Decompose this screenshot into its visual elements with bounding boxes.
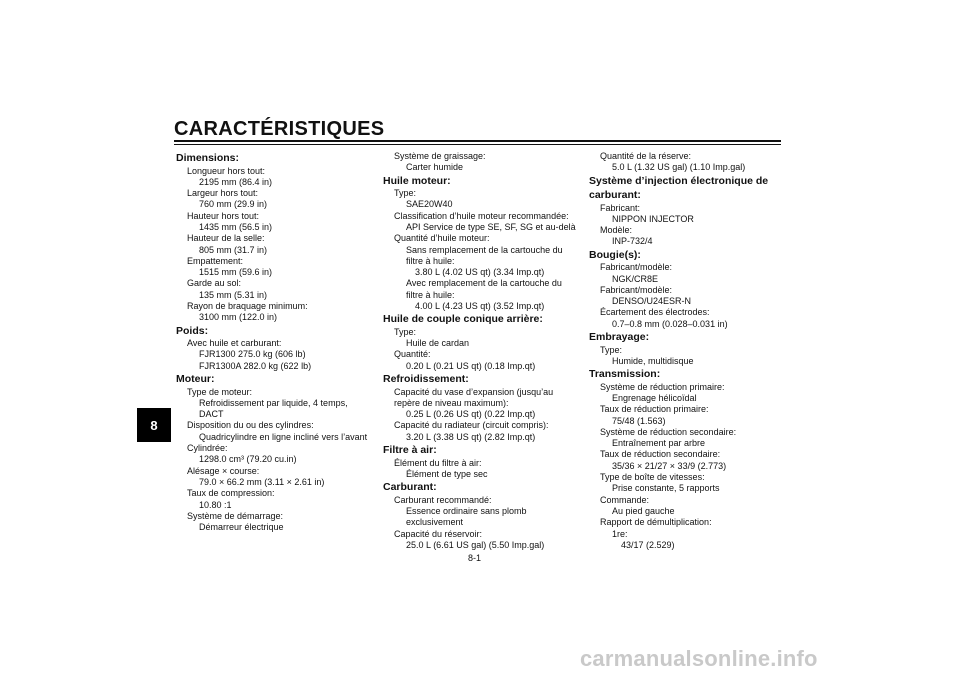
spec-line: API Service de type SE, SF, SG et au-delà: [406, 221, 576, 232]
spec-line: Cylindrée:: [187, 443, 228, 454]
spec-line: Type:: [394, 188, 417, 199]
spec-column-2: [383, 151, 588, 551]
spec-heading: Système d’injection électronique de: [589, 174, 769, 187]
spec-line: Essence ordinaire sans plomb: [406, 505, 527, 516]
page-title: CARACTÉRISTIQUES: [174, 118, 385, 140]
spec-line: 1435 mm (56.5 in): [199, 221, 273, 232]
spec-line: 25.0 L (6.61 US gal) (5.50 Imp.gal): [406, 539, 545, 550]
spec-line: Rayon de braquage minimum:: [187, 301, 308, 312]
spec-line: Carter humide: [406, 162, 464, 173]
spec-line: 5.0 L (1.32 US gal) (1.10 Imp.gal): [612, 162, 746, 173]
chapter-tab: 8: [137, 408, 171, 442]
spec-line: Type de moteur:: [187, 386, 253, 397]
spec-column-3: [589, 151, 789, 551]
spec-line: Refroidissement par liquide, 4 temps,: [199, 397, 348, 408]
spec-line: Engrenage hélicoïdal: [612, 392, 697, 403]
title-rule-thick: [174, 140, 781, 142]
spec-line: FJR1300A 282.0 kg (622 lb): [199, 360, 312, 371]
spec-line: Fabricant/modèle:: [600, 284, 673, 295]
spec-line: Largeur hors tout:: [187, 188, 259, 199]
spec-line: DACT: [199, 409, 224, 420]
spec-line: Écartement des électrodes:: [600, 307, 710, 318]
spec-line: 2195 mm (86.4 in): [199, 176, 273, 187]
spec-line: Huile de cardan: [406, 338, 470, 349]
spec-line: 760 mm (29.9 in): [199, 199, 268, 210]
spec-line: 805 mm (31.7 in): [199, 244, 268, 255]
spec-line: Système de réduction primaire:: [600, 381, 725, 392]
spec-line: 79.0 × 66.2 mm (3.11 × 2.61 in): [199, 476, 325, 487]
spec-heading: Dimensions:: [176, 152, 240, 164]
spec-line: Quantité d’huile moteur:: [394, 233, 490, 244]
spec-heading: Filtre à air:: [383, 444, 437, 457]
spec-line: Système de démarrage:: [187, 510, 284, 521]
spec-line: Type de boîte de vitesses:: [600, 472, 705, 483]
spec-line: Hauteur de la selle:: [187, 233, 265, 244]
spec-line: 10.80 :1: [199, 499, 232, 510]
spec-line: Classification d’huile moteur recommandée:: [394, 210, 569, 221]
page-number: 8-1: [468, 553, 482, 563]
spec-line: Hauteur hors tout:: [187, 210, 260, 221]
spec-line: 0.7–0.8 mm (0.028–0.031 in): [612, 318, 728, 329]
spec-line: Alésage × course:: [187, 465, 260, 476]
spec-line: exclusivement: [406, 517, 464, 528]
spec-line: Taux de réduction primaire:: [600, 404, 709, 415]
spec-line: Taux de réduction secondaire:: [600, 449, 721, 460]
spec-line: Disposition du ou des cylindres:: [187, 420, 314, 431]
spec-line: repère de niveau maximum):: [394, 397, 509, 408]
spec-line: filtre à huile:: [406, 289, 455, 300]
spec-line: 75/48 (1.563): [612, 415, 666, 426]
spec-line: Commande:: [600, 494, 650, 505]
spec-line: Modèle:: [600, 225, 633, 236]
spec-line: Quantité:: [394, 349, 431, 360]
spec-line: Prise constante, 5 rapports: [612, 483, 720, 494]
spec-line: Capacité du radiateur (circuit compris):: [394, 420, 549, 431]
spec-line: Fabricant/modèle:: [600, 262, 673, 273]
spec-heading: Huile de couple conique arrière:: [383, 313, 543, 326]
spec-line: 3100 mm (122.0 in): [199, 312, 278, 323]
spec-line: Longueur hors tout:: [187, 165, 266, 176]
spec-line: 4.00 L (4.23 US qt) (3.52 Imp.qt): [415, 301, 545, 312]
spec-line: Quadricylindre en ligne incliné vers l’avant: [199, 431, 368, 442]
spec-line: Capacité du vase d’expansion (jusqu’au: [394, 386, 554, 397]
spec-line: Carburant recommandé:: [394, 494, 492, 505]
spec-line: Démarreur électrique: [199, 522, 284, 533]
spec-line: Élément du filtre à air:: [394, 457, 482, 468]
spec-heading: Refroidissement:: [383, 373, 469, 386]
spec-line: Capacité du réservoir:: [394, 528, 483, 539]
spec-line: 43/17 (2.529): [621, 539, 675, 550]
spec-heading: Moteur:: [176, 373, 215, 386]
spec-heading: Carburant:: [383, 481, 437, 494]
spec-heading: Transmission:: [589, 368, 661, 381]
spec-line: Avec huile et carburant:: [187, 338, 282, 349]
spec-line: Type:: [394, 326, 417, 337]
spec-line: INP-732/4: [612, 236, 653, 247]
spec-line: 1515 mm (59.6 in): [199, 267, 273, 278]
spec-line: SAE20W40: [406, 199, 453, 210]
spec-heading: carburant:: [589, 189, 641, 202]
spec-line: Quantité de la réserve:: [600, 151, 692, 161]
spec-line: Entraînement par arbre: [612, 438, 706, 449]
spec-line: 1298.0 cm³ (79.20 cu.in): [199, 454, 297, 465]
spec-line: 0.25 L (0.26 US qt) (0.22 Imp.qt): [406, 409, 536, 420]
spec-line: filtre à huile:: [406, 255, 455, 266]
spec-line: Sans remplacement de la cartouche du: [406, 244, 563, 255]
spec-line: Taux de compression:: [187, 488, 275, 499]
spec-column-1: [176, 151, 376, 533]
spec-line: Garde au sol:: [187, 278, 242, 289]
spec-line: Fabricant:: [600, 202, 641, 213]
spec-line: FJR1300 275.0 kg (606 lb): [199, 349, 306, 360]
spec-line: Avec remplacement de la cartouche du: [406, 278, 562, 289]
spec-line: Élément de type sec: [406, 468, 488, 479]
spec-line: Humide, multidisque: [612, 355, 694, 366]
spec-line: NGK/CR8E: [612, 273, 659, 284]
spec-line: NIPPON INJECTOR: [612, 213, 694, 224]
spec-line: Rapport de démultiplication:: [600, 517, 712, 528]
watermark: carmanualsonline.info: [580, 646, 818, 671]
spec-line: Type:: [600, 344, 623, 355]
spec-line: 135 mm (5.31 in): [199, 289, 268, 300]
spec-line: 1re:: [612, 528, 628, 539]
spec-heading: Huile moteur:: [383, 174, 451, 187]
spec-heading: Bougie(s):: [589, 248, 641, 261]
spec-line: 3.80 L (4.02 US qt) (3.34 Imp.qt): [415, 267, 545, 278]
spec-line: Système de réduction secondaire:: [600, 426, 737, 437]
spec-line: DENSO/U24ESR-N: [612, 296, 692, 307]
spec-heading: Poids:: [176, 324, 209, 337]
spec-line: Système de graissage:: [394, 151, 486, 161]
spec-line: Au pied gauche: [612, 505, 675, 516]
spec-line: Empattement:: [187, 255, 244, 266]
title-rule-thin: [174, 144, 781, 145]
spec-line: 0.20 L (0.21 US qt) (0.18 Imp.qt): [406, 360, 536, 371]
spec-line: 35/36 × 21/27 × 33/9 (2.773): [612, 460, 727, 471]
spec-heading: Embrayage:: [589, 331, 650, 344]
spec-line: 3.20 L (3.38 US qt) (2.82 Imp.qt): [406, 431, 536, 442]
